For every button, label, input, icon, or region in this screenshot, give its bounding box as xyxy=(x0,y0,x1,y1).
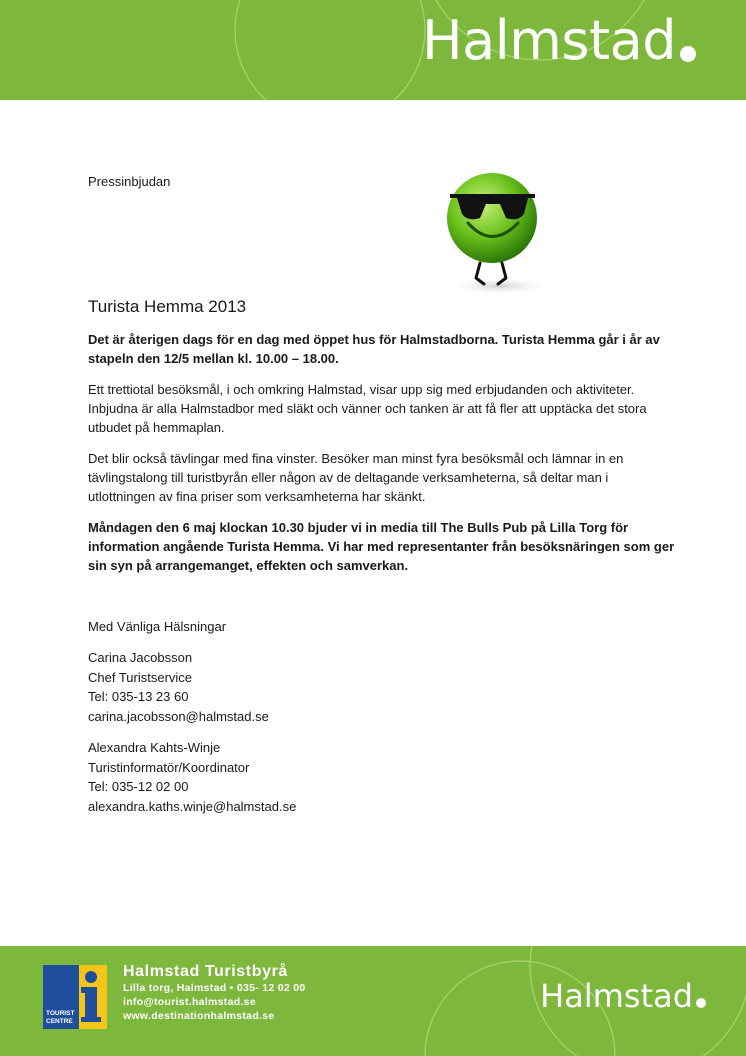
paragraph-2: Det blir också tävlingar med fina vinster. Besöker man minst fyra besöksmål och lämnar in en tävlingstalong till turistbyrån eller någon av de deltagande verksamheterna, så deltar man i utlottningen av fina priser som verksamheterna har skänkt. xyxy=(88,451,624,504)
paragraph-1: Ett trettiotal besöksmål, i och omkring Halmstad, visar upp sig med erbjudanden och aktiviteter. Inbjudna är alla Halmstadbor med släkt och vänner och tanken är att få fler att upptäcka det stora utbudet på hemmaplan. xyxy=(88,382,647,435)
document-title: Turista Hemma 2013 xyxy=(88,297,247,316)
contact-role: Chef Turistservice xyxy=(88,669,193,685)
footer-title: Halmstad Turistbyrå xyxy=(123,963,288,980)
contact-role: Turistinformatör/Koordinator xyxy=(88,759,250,775)
page-footer xyxy=(0,946,746,1056)
press-release-body xyxy=(88,172,678,828)
contact-phone: Tel: 035-13 23 60 xyxy=(88,689,189,704)
brand-dot-icon xyxy=(696,998,706,1008)
contact-email[interactable]: carina.jacobsson@halmstad.se xyxy=(88,708,269,724)
header-brand-logo xyxy=(422,9,696,72)
tourist-centre-logo-icon xyxy=(43,965,107,1029)
logo-text-tourist: TOURIST xyxy=(46,1010,75,1017)
page-header xyxy=(0,0,746,100)
footer-address: Lilla torg, Halmstad • 035- 12 02 00 xyxy=(123,982,306,994)
footer-contact-info xyxy=(123,963,306,1023)
contact-name: Alexandra Kahts-Winje xyxy=(88,740,221,755)
footer-brand-logo xyxy=(540,977,706,1015)
contact-block xyxy=(88,648,678,726)
footer-email[interactable]: info@tourist.halmstad.se xyxy=(123,996,256,1008)
intro-paragraph: Det är återigen dags för en dag med öppet hus för Halmstadborna. Turista Hemma går i år av stapeln den 12/5 mellan kl. 10.00 – 18.00. xyxy=(88,332,660,366)
brand-dot-icon xyxy=(680,46,696,62)
header-brand-text: Halmstad xyxy=(422,9,676,72)
contact-phone: Tel: 035-12 02 00 xyxy=(88,779,189,794)
closing-greeting: Med Vänliga Hälsningar xyxy=(88,619,227,634)
contact-name: Carina Jacobsson xyxy=(88,650,193,665)
contact-block xyxy=(88,738,678,816)
document-type-label: Pressinbjudan xyxy=(88,174,171,189)
logo-text-centre: CENTRE xyxy=(46,1018,73,1025)
footer-website[interactable]: www.destinationhalmstad.se xyxy=(123,1010,275,1022)
contact-email[interactable]: alexandra.kaths.winje@halmstad.se xyxy=(88,798,297,814)
media-invitation-paragraph: Måndagen den 6 maj klockan 10.30 bjuder vi in media till The Bulls Pub på Lilla Torg för information angående Turista Hemma. Vi har med representanter från besöksnäringen som ger sin syn på arrangemanget, effekten och samverkan. xyxy=(88,520,675,573)
footer-brand-text: Halmstad xyxy=(540,977,693,1015)
